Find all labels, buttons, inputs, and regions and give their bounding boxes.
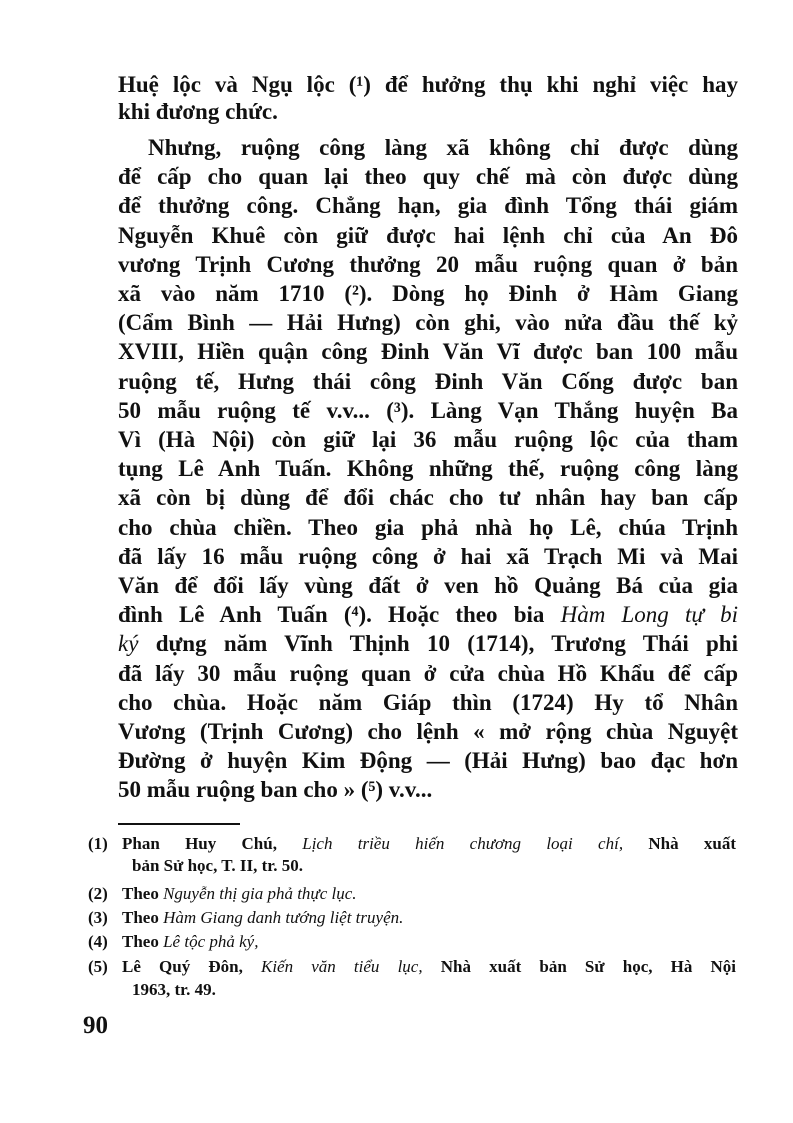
cited-title: Nguyễn thị gia phả thực lục. [163,884,357,903]
text-line [118,544,738,570]
text-segment: đã lấy 30 mẫu ruộng quan ở cửa chùa Hồ Khẩu để cấp [118,660,738,686]
footnote-number: (1) [88,834,108,853]
text-segment: đã lấy 16 mẫu ruộng công ở hai xã Trạch Mi và Mai [118,543,738,569]
footnote-number: (2) [88,884,108,903]
text-segment: tụng Lê Anh Tuấn. Không những thế, ruộng công làng [118,456,738,482]
text-segment: Huệ lộc và Ngụ lộc (¹) để hưởng thụ khi nghỉ việc hay [118,72,738,97]
footnote-divider [118,823,240,825]
text-segment: Vương (Trịnh Cương) cho lệnh « mở rộng chùa Nguyệt [118,719,738,744]
text-segment: để thưởng công. Chẳng hạn, gia đình Tổng thái giám [118,193,738,219]
cited-title: Lê tộc phả ký, [163,932,259,951]
text-line [118,748,738,774]
footnote-line [122,884,357,904]
text-line [118,485,738,511]
footnote-line [132,856,303,876]
text-segment: xã vào năm 1710 (²). Dòng họ Đinh ở Hàm Giang [118,281,738,306]
text-line [118,631,738,657]
footnote-line [122,834,736,854]
text-line [118,339,738,365]
cited-title: Lịch triều hiến chương loại chí, [302,834,624,853]
text-line [118,310,738,336]
text-line [118,602,738,628]
text-line [118,456,738,482]
text-segment: bản Sử học, T. II, tr. 50. [132,856,303,875]
text-segment: 50 mẫu ruộng ban cho » (⁵) v.v... [118,777,433,803]
text-line [118,72,738,98]
footnote-line [122,908,403,928]
text-line [118,164,738,190]
text-line [118,573,738,599]
text-segment: dựng năm Vĩnh Thịnh 10 (1714), Trương Thái phi [138,631,738,657]
text-line [118,281,738,307]
text-segment: khi đương chức. [118,99,278,124]
italic-title: ký [118,631,139,657]
footnote-line [122,932,258,952]
text-segment: Nhà xuất bản Sử học, Hà Nội [422,957,736,976]
text-segment: 50 mẫu ruộng tế v.v... (³). Làng Vạn Thắng huyện Ba [118,397,738,423]
text-segment: ruộng tế, Hưng thái công Đinh Văn Cống được ban [118,368,738,394]
text-line [118,369,738,395]
text-segment: cho chùa chiền. Theo gia phả nhà họ Lê, chúa Trịnh [118,514,738,540]
text-segment: Nhưng, ruộng công làng xã không chỉ được dùng [148,135,738,160]
text-line [118,719,738,745]
text-line [118,661,738,687]
text-segment: Văn để đổi lấy vùng đất ở ven hồ Quảng Bá của gia [118,573,738,598]
text-segment: vương Trịnh Cương thưởng 20 mẫu ruộng quan ở bản [118,251,738,277]
text-segment: XVIII, Hiền quận công Đinh Văn Vĩ được ban 100 mẫu [118,339,738,365]
text-segment: Đường ở huyện Kim Động — (Hải Hưng) bao đạc hơn [118,748,738,774]
text-line [118,690,738,716]
footnote-line [122,957,736,977]
text-segment: Theo [122,908,164,927]
footnote-number: (5) [88,957,108,976]
footnote-line [132,980,216,1000]
text-line [118,99,738,125]
text-line [118,777,738,803]
text-segment: Nhà xuất [623,834,736,853]
text-segment: Phan Huy Chú, [122,834,303,853]
cited-title: Hàm Giang danh tướng liệt truyện. [163,908,404,927]
text-segment: để cấp cho quan lại theo quy chế mà còn được dùng [118,164,738,190]
cited-title: Kiến văn tiểu lục, [260,957,423,976]
page-number: 90 [83,1012,108,1039]
text-segment: cho chùa. Hoặc năm Giáp thìn (1724) Hy tổ Nhân [118,689,738,715]
text-segment: Theo [122,884,164,903]
text-segment: đình Lê Anh Tuấn (⁴). Hoặc theo bia [118,602,561,628]
text-segment: Theo [122,932,164,951]
text-segment: Lê Quý Đôn, [122,957,261,976]
text-segment: xã còn bị dùng để đổi chác cho tư nhân hay ban cấp [118,485,738,511]
text-line [118,398,738,424]
text-segment: Nguyễn Khuê còn giữ được hai lệnh chỉ của An Đô [118,222,738,248]
text-segment: Vì (Hà Nội) còn giữ lại 36 mẫu ruộng lộc của tham [118,427,738,452]
footnote-number: (3) [88,908,108,927]
text-line [118,223,738,249]
italic-title: Hàm Long tự bi [560,602,738,628]
text-line [148,135,738,161]
footnote-number: (4) [88,932,108,951]
text-line [118,193,738,219]
text-segment: 1963, tr. 49. [132,980,216,999]
text-line [118,252,738,278]
text-line [118,515,738,541]
text-line [118,427,738,453]
text-segment: (Cẩm Bình — Hải Hưng) còn ghi, vào nửa đầu thế kỷ [118,310,738,336]
